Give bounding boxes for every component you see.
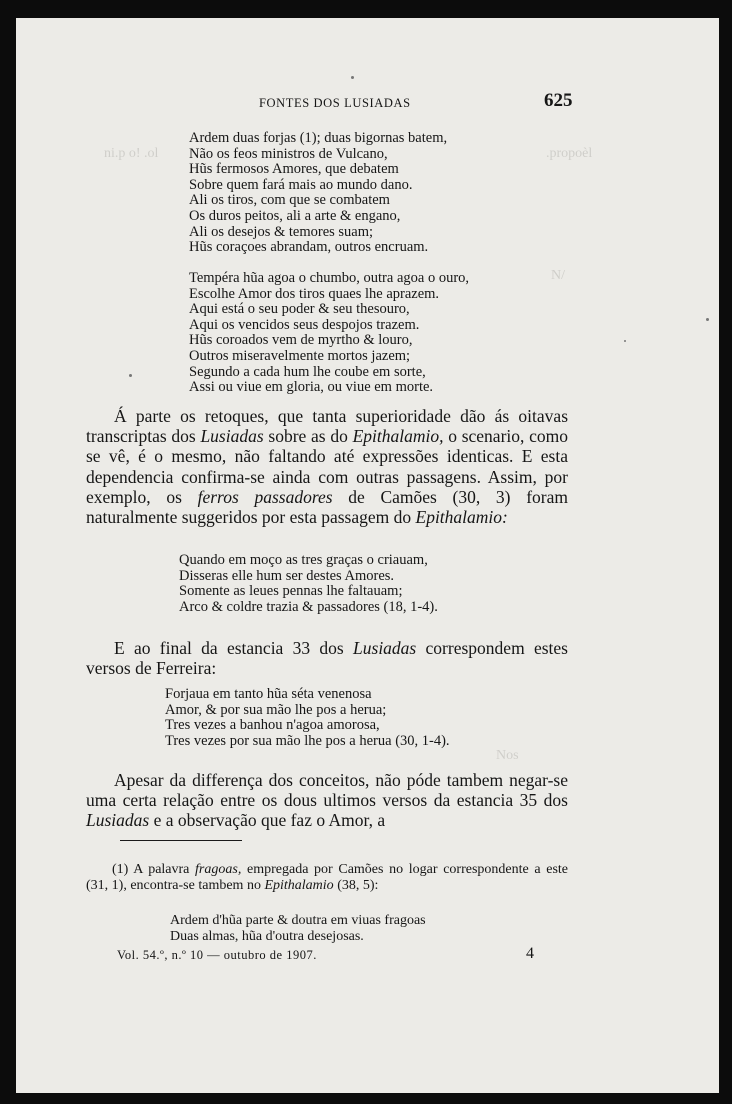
verse-line: Sobre quem fará mais ao mundo dano. — [189, 176, 413, 193]
paragraph-text: e a observação que faz o Amor, a — [149, 810, 386, 831]
verse-stanza-3 — [179, 553, 438, 615]
paragraph-text: Á parte os retoques, que tanta superioridade dão ás oitavas transcriptas dos — [86, 406, 568, 447]
volume-signature: Vol. 54.º, n.º 10 — outubro de 1907. — [117, 948, 317, 962]
verse-stanza-2 — [189, 271, 469, 396]
verse-stanza-4 — [165, 687, 450, 749]
verse-line: Os duros peitos, ali a arte & engano, — [189, 207, 401, 224]
verse-line: Duas almas, hũa d'outra desejosas. — [170, 929, 364, 944]
verse-line: Tres vezes por sua mão lhe pos a herua (30, 1-4). — [165, 732, 450, 749]
signature-mark: 4 — [526, 945, 534, 962]
paragraph-3 — [86, 770, 568, 831]
italic-term: ferros passadores — [197, 486, 333, 507]
verse-line: Outros miseravelmente mortos jazem; — [189, 347, 411, 364]
verse-line: Disseras elle hum ser destes Amores. — [179, 567, 395, 584]
italic-title: Lusiadas — [200, 426, 264, 447]
verse-line: Arco & coldre trazia & passadores (18, 1-4). — [179, 598, 438, 615]
paragraph-text: Apesar da differença dos conceitos, não póde tambem negar-se uma certa relação entre os dous ultimos versos da estancia 35 dos — [86, 770, 568, 811]
verse-line: Não os feos ministros de Vulcano, — [189, 145, 388, 162]
verse-line: Aqui está o seu poder & seu thesouro, — [189, 301, 410, 318]
italic-title: Epithalamio — [264, 878, 334, 893]
footnote — [86, 862, 568, 894]
footnote-text: (38, 5): — [333, 878, 379, 893]
footnote-text: empregada por Camões no logar correspondente a este (31, 1), encontra-se tambem no — [86, 862, 568, 893]
paragraph-text: correspondem estes versos de Ferreira: — [86, 638, 568, 679]
verse-line: Ardem duas forjas (1); duas bigornas batem, — [189, 130, 448, 146]
italic-title: Lusiadas — [353, 638, 417, 658]
italic-title: Epithalamio: — [415, 507, 508, 528]
bleed-through-text: Nos — [496, 748, 519, 763]
verse-line: Assi ou viue em gloria, ou viue em morte. — [189, 379, 434, 396]
bleed-through-text: ni.p o! .ol — [104, 146, 159, 161]
paragraph-text: o scenario, como se vê, é o mesmo, não faltando até expressões identicas. E esta dependencia confirma-se ainda com outras passagens. Assim, por exemplo, os — [86, 426, 569, 507]
bleed-through-text: N/ — [551, 268, 565, 283]
page-header — [16, 90, 719, 118]
verse-line: Hũs fermosos Amores, que debatem — [189, 161, 399, 178]
verse-line: Ali os tiros, com que se combatem — [189, 192, 390, 209]
italic-term: fragoas, — [195, 862, 242, 877]
verse-line: Forjaua em tanto hũa séta venenosa — [165, 686, 372, 702]
paragraph-text: de Camões (30, 3) foram naturalmente suggeridos por esta passagem do — [86, 486, 568, 528]
verse-line: Segundo a cada hum lhe coube em sorte, — [189, 363, 426, 380]
page-number: 625 — [544, 90, 573, 111]
verse-line: Tempéra hũa agoa o chumbo, outra agoa o ouro, — [189, 270, 470, 286]
verse-line: Quando em moço as tres graças o criauam, — [179, 552, 428, 568]
verse-stanza-1 — [189, 131, 447, 256]
verse-line: Escolhe Amor dos tiros quaes lhe aprazem. — [189, 285, 440, 302]
book-page — [16, 18, 719, 1093]
paragraph-2 — [86, 638, 568, 678]
paragraph-1 — [86, 406, 568, 527]
footnote-text: (1) A palavra — [112, 862, 196, 877]
paragraph-text: sobre as do — [263, 426, 353, 447]
paragraph-text: E ao final da estancia 33 dos — [114, 638, 354, 658]
footnote-verse — [170, 913, 426, 945]
verse-line: Somente as leues pennas lhe faltauam; — [179, 583, 403, 600]
bleed-through-text: .propoèl — [546, 146, 593, 161]
running-title: FONTES DOS LUSIADAS — [259, 96, 411, 110]
italic-title: Epithalamio, — [352, 426, 444, 447]
verse-line: Ali os desejos & temores suam; — [189, 223, 374, 240]
footnote-divider — [120, 840, 242, 841]
verse-line: Hũs coraçoes abrandam, outros encruam. — [189, 239, 429, 256]
italic-title: Lusiadas — [86, 810, 150, 831]
verse-line: Tres vezes a banhou n'agoa amorosa, — [165, 717, 380, 734]
verse-line: Ardem d'hũa parte & doutra em viuas fragoas — [170, 913, 426, 928]
verse-line: Hũs coroados vem de myrtho & louro, — [189, 332, 413, 349]
verse-line: Aqui os vencidos seus despojos trazem. — [189, 316, 420, 333]
verse-line: Amor, & por sua mão lhe pos a herua; — [165, 701, 387, 718]
